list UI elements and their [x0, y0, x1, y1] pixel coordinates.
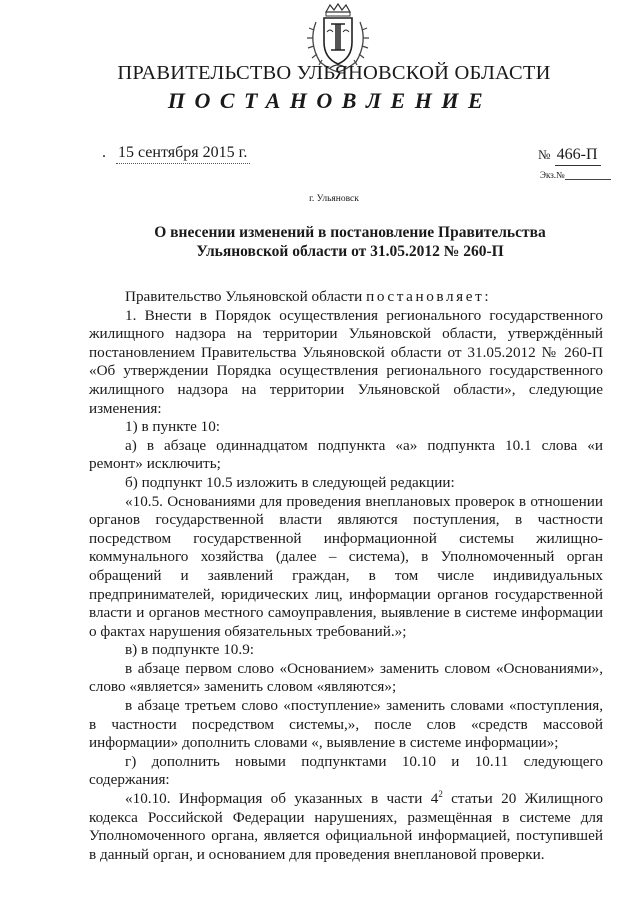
- number-prefix: №: [538, 147, 551, 162]
- paragraph-10: [89, 790, 603, 864]
- copy-line: [565, 171, 611, 180]
- copy-number-field: [540, 170, 611, 180]
- title-line-1: О внесении изменений в постановление Правительства: [154, 224, 546, 241]
- paragraph-3: а) в абзаце одиннадцатом подпункта «а» подпункта 10.1 слова «и ремонт» исключить;: [89, 436, 603, 473]
- paragraph-2: 1) в пункте 10:: [125, 418, 221, 436]
- paragraph-5: «10.5. Основаниями для проведения внеплановых проверок в отношении органов государственной власти являются поступления, в частности посредством государственной информационной системы жилищно-коммунального хозяйства (далее – система), в Уполномоченный орган обращений и заявлений граждан, в том числе индивидуальных предпринимателей, юридических лиц, информации органов государственной власти и органов местного самоуправления, выявление в системе информации о фактах нарушения обязательных требований.»;: [89, 492, 603, 640]
- intro-paragraph: [89, 288, 603, 307]
- paragraph-9: г) дополнить новыми подпунктами 10.10 и 10.11 следующего содержания:: [89, 752, 603, 789]
- paragraph-1: 1. Внести в Порядок осуществления регионального государственного жилищного надзора на территории Ульяновской области, утверждённый постановлением Правительства Ульяновской области от 31.05.2012 № 260-П «Об утверждении Порядка осуществления регионального государственного жилищного надзора на территории Ульяновской области», следующие изменения:: [89, 306, 603, 417]
- city: г. Ульяновск: [309, 194, 359, 204]
- date-field: [102, 144, 250, 164]
- intro-lead: Правительство Ульяновской области: [125, 288, 367, 305]
- document-body: [89, 288, 603, 864]
- copy-label: Экз.№: [540, 170, 565, 180]
- paragraph-7: в абзаце первом слово «Основанием» заменить словом «Основаниями», слово «является» заменить словом «являются»;: [89, 659, 603, 696]
- date-value: 15 сентября 2015 г.: [116, 144, 250, 164]
- date-mark: .: [102, 144, 106, 161]
- paragraph-8: в абзаце третьем слово «поступление» заменить словами «поступления, в частности посредством системы,», после слов «средств массовой информации» дополнить словами «, выявление в системе информации»;: [89, 697, 603, 752]
- superscript: 2: [438, 788, 443, 799]
- paragraph-4: б) подпункт 10.5 изложить в следующей редакции:: [125, 473, 455, 491]
- number-field: [538, 146, 601, 166]
- document-type: ПОСТАНОВЛЕНИЕ: [167, 88, 493, 113]
- document-title: [140, 223, 560, 261]
- number-value: 466-П: [555, 146, 601, 166]
- paragraph-10-end: статьи 20 Жилищного кодекса Российской Федерации нарушениях, размещённая в системе для Уполномоченного органа, является официальной информацией, поступившей в данный орган, и основанием для проведения внеплановой проверки.: [89, 790, 603, 863]
- government-name: ПРАВИТЕЛЬСТВО УЛЬЯНОВСКОЙ ОБЛАСТИ: [117, 62, 551, 84]
- title-line-2: Ульяновской области от 31.05.2012 № 260-П: [196, 243, 504, 260]
- paragraph-6: в) в подпункте 10.9:: [125, 641, 255, 659]
- intro-verb: постановляет:: [366, 288, 492, 305]
- paragraph-10-start: «10.10. Информация об указанных в части 4: [125, 790, 439, 808]
